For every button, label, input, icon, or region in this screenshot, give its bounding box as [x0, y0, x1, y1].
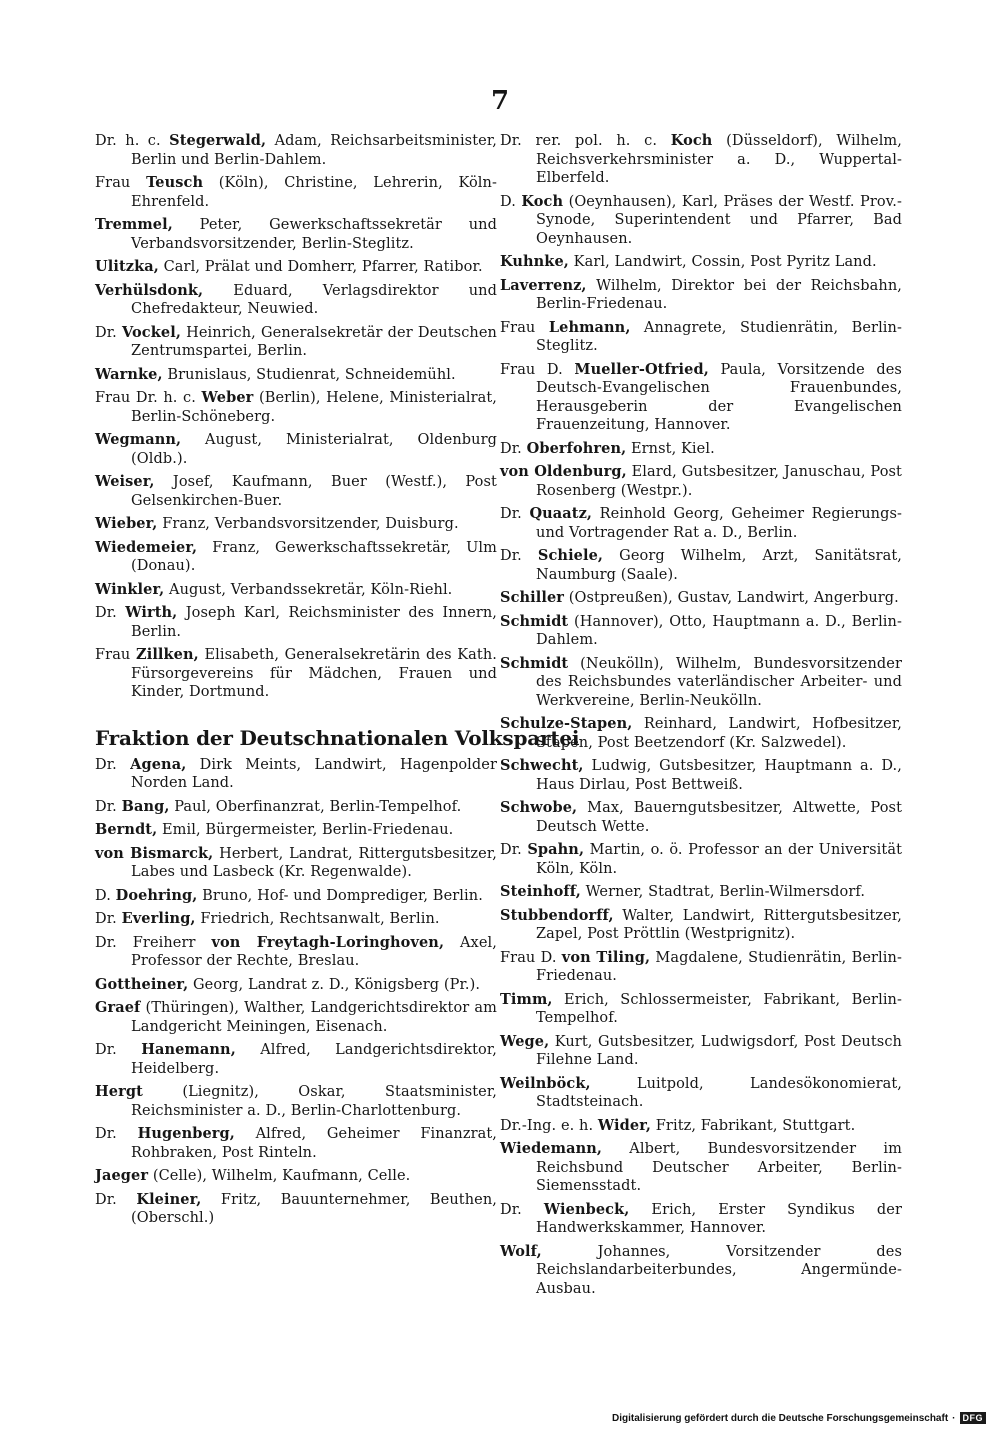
list-item	[500, 589, 902, 608]
entry-name: Schmidt	[500, 612, 569, 630]
list-item	[500, 991, 902, 1028]
entry-name: Lehmann,	[548, 318, 631, 336]
list-item	[500, 613, 902, 650]
entry-details: Friedrich, Rechtsanwalt, Berlin.	[200, 911, 440, 927]
entry-name: Schiller	[500, 589, 565, 606]
entry-name: Winkler,	[95, 580, 165, 598]
list-item	[95, 515, 497, 534]
entry-name: Gottheiner,	[95, 975, 189, 993]
entry-name: Wienbeck,	[543, 1200, 630, 1218]
entry-name: Teusch	[146, 174, 204, 191]
entry-name: Graef	[95, 999, 141, 1016]
entry-details: Elard, Gutsbesitzer, Januschau, Post Rosenberg (Westpr.).	[536, 464, 902, 499]
entry-details: (Düsseldorf), Wilhelm, Reichsverkehrsminister a. D., Wuppertal-Elberfeld.	[536, 133, 902, 186]
entry-details: Alfred, Geheimer Finanzrat, Rohbraken, Post Rinteln.	[131, 1126, 497, 1161]
entry-name: Stubbendorff,	[500, 906, 614, 924]
entry-details: Fritz, Fabrikant, Stuttgart.	[655, 1117, 856, 1134]
entry-details: August, Ministerialrat, Oldenburg (Oldb.).	[131, 432, 497, 467]
entry-name: Wiedemeier,	[95, 538, 198, 556]
entry-name: Jaeger	[95, 1167, 149, 1184]
list-item	[95, 473, 497, 510]
entry-name: Laverrenz,	[500, 276, 587, 294]
entry-name: Oberfohren,	[526, 439, 627, 457]
entry-title-prefix: Dr.	[95, 1191, 117, 1208]
list-item	[95, 976, 497, 995]
list-item	[95, 282, 497, 319]
entry-name: Hugenberg,	[137, 1125, 235, 1142]
entry-details: Martin, o. ö. Professor an der Universität Köln, Köln.	[536, 842, 902, 877]
entry-details: Emil, Bürgermeister, Berlin-Friedenau.	[161, 822, 454, 838]
entry-details: Albert, Bundesvorsitzender im Reichsbund Deutscher Arbeiter, Berlin-Siemensstadt.	[536, 1141, 902, 1194]
entry-details: Adam, Reichsarbeitsminister, Berlin und Berlin-Dahlem.	[131, 133, 497, 168]
entry-name: Weber	[201, 389, 254, 406]
list-item	[500, 1033, 902, 1070]
entry-title-prefix: Dr.	[500, 506, 522, 522]
left-entries-bottom	[95, 756, 497, 1228]
list-item	[500, 949, 902, 986]
entry-title-prefix: Dr.	[500, 842, 522, 858]
entry-details: Josef, Kaufmann, Buer (Westf.), Post Gelsenkirchen-Buer.	[131, 474, 497, 509]
entry-name: Berndt,	[95, 821, 158, 838]
entry-details: Heinrich, Generalsekretär der Deutschen Zentrumspartei, Berlin.	[131, 324, 497, 359]
right-entries	[500, 132, 902, 1298]
list-item	[95, 581, 497, 600]
section-heading: Fraktion der Deutschnationalen Volkspartei	[95, 725, 580, 750]
entry-title-prefix: D.	[95, 887, 111, 904]
list-item	[95, 1125, 497, 1162]
right-column	[500, 132, 902, 1303]
page-number: 7	[490, 86, 510, 116]
entry-title-prefix: Dr.	[500, 548, 522, 564]
entry-name: Doehring,	[115, 886, 198, 904]
entry-details: Georg Wilhelm, Arzt, Sanitätsrat, Naumburg (Saale).	[536, 548, 902, 583]
footer	[612, 1412, 986, 1424]
entry-details: Ernst, Kiel.	[630, 440, 715, 457]
entry-details: Erich, Schlossermeister, Fabrikant, Berlin-Tempelhof.	[536, 991, 902, 1026]
entry-details: Axel, Professor der Rechte, Breslau.	[131, 934, 497, 969]
list-item	[95, 934, 497, 971]
footer-separator: ·	[952, 1412, 956, 1424]
list-item	[95, 539, 497, 576]
entry-title-prefix: Dr.	[500, 1201, 522, 1218]
entry-name: Koch	[670, 132, 713, 149]
entry-name: Wider,	[597, 1116, 652, 1134]
entry-title-prefix: Dr.	[95, 605, 117, 621]
entry-details: Werner, Stadtrat, Berlin-Wilmersdorf.	[585, 884, 866, 900]
entry-name: Mueller-Otfried,	[574, 360, 709, 378]
entry-name: Koch	[521, 192, 564, 210]
entry-name: Wege,	[500, 1032, 550, 1050]
list-item	[95, 1083, 497, 1120]
list-item	[95, 646, 497, 702]
list-item	[500, 907, 902, 944]
entry-title-prefix: Frau	[95, 175, 131, 191]
list-item	[500, 1075, 902, 1112]
entry-details: Joseph Karl, Reichsminister des Innern, Berlin.	[131, 605, 497, 640]
entry-details: Herbert, Landrat, Rittergutsbesitzer, Labes und Lasbeck (Kr. Regenwalde).	[131, 845, 498, 880]
list-item	[500, 799, 902, 836]
list-item	[95, 821, 497, 840]
entry-name: von Oldenburg,	[500, 463, 627, 480]
entry-details: Karl, Landwirt, Cossin, Post Pyritz Land.	[573, 254, 877, 270]
list-item	[500, 193, 902, 249]
entry-name: Verhülsdonk,	[95, 281, 204, 299]
list-item	[95, 1167, 497, 1186]
entry-details: (Celle), Wilhelm, Kaufmann, Celle.	[152, 1168, 411, 1184]
list-item	[500, 1140, 902, 1196]
entry-details: Erich, Erster Syndikus der Handwerkskammer, Hannover.	[536, 1201, 902, 1236]
list-item	[500, 841, 902, 878]
entry-title-prefix: Dr.	[500, 440, 522, 457]
entry-name: Zillken,	[136, 646, 199, 663]
entry-details: Ludwig, Gutsbesitzer, Hauptmann a. D., Haus Dirlau, Post Bettweiß.	[536, 758, 902, 793]
entry-details: Eduard, Verlagsdirektor und Chefredakteur, Neuwied.	[131, 282, 497, 317]
list-item	[95, 174, 497, 211]
entry-name: Wieber,	[95, 515, 158, 532]
entry-name: Wolf,	[500, 1242, 542, 1260]
entry-details: (Oeynhausen), Karl, Präses der Westf. Prov.-Synode, Superintendent und Pfarrer, Bad Oeynhausen.	[536, 193, 902, 247]
list-item	[95, 132, 497, 169]
list-item	[500, 883, 902, 902]
entry-title-prefix: Dr.	[95, 324, 117, 341]
entry-name: Schmidt	[500, 654, 569, 672]
entry-details: Reinhard, Landwirt, Hofbesitzer, Stapen, Post Beetzendorf (Kr. Salzwedel).	[536, 716, 902, 751]
entry-name: Schwecht,	[500, 757, 584, 774]
list-item	[95, 258, 497, 277]
entry-title-prefix: Dr.	[95, 1126, 117, 1142]
list-item	[500, 757, 902, 794]
entry-title-prefix: Dr.	[95, 756, 117, 773]
list-item	[95, 887, 497, 906]
entry-details: Elisabeth, Generalsekretärin des Kath. Fürsorgevereins für Mädchen, Frauen und Kinder, Dortmund.	[131, 647, 497, 700]
list-item	[95, 366, 497, 385]
entry-title-prefix: Dr.	[95, 798, 117, 815]
list-item	[500, 655, 902, 711]
entry-name: Schiele,	[537, 547, 604, 564]
entry-name: Timm,	[500, 990, 553, 1008]
entry-name: Hergt	[95, 1083, 143, 1100]
entry-name: Schulze-Stapen,	[500, 715, 633, 732]
list-item	[500, 505, 902, 542]
entry-name: Hanemann,	[141, 1041, 236, 1058]
list-item	[95, 999, 497, 1036]
dfg-logo: DFG	[960, 1412, 987, 1424]
entry-title-prefix: Dr. h. c.	[95, 133, 161, 149]
entry-title-prefix: Frau	[500, 319, 536, 336]
entry-name: Tremmel,	[95, 216, 173, 233]
entry-name: Weilnböck,	[500, 1074, 591, 1092]
entry-details: (Neukölln), Wilhelm, Bundesvorsitzender des Reichsbundes vaterländischer Arbeiter- und Werkvereine, Berlin-Neukölln.	[536, 655, 902, 709]
entry-name: Kuhnke,	[500, 253, 569, 270]
list-item	[95, 1041, 497, 1078]
list-item	[500, 319, 902, 356]
list-item	[95, 431, 497, 468]
entry-name: von Tiling,	[561, 948, 651, 966]
entry-name: Everling,	[121, 910, 196, 927]
list-item	[95, 216, 497, 253]
entry-title-prefix: Frau D.	[500, 361, 563, 378]
list-item	[500, 1243, 902, 1299]
entry-details: Magdalene, Studienrätin, Berlin-Friedenau.	[536, 949, 902, 984]
entry-title-prefix: Frau Dr. h. c.	[95, 390, 196, 406]
entry-details: (Ostpreußen), Gustav, Landwirt, Angerburg.	[568, 590, 899, 606]
entry-details: Paul, Oberfinanzrat, Berlin-Tempelhof.	[174, 798, 462, 815]
entry-details: Alfred, Landgerichtsdirektor, Heidelberg.	[131, 1042, 497, 1077]
footer-credit: Digitalisierung gefördert durch die Deutsche Forschungsgemeinschaft	[611, 1412, 949, 1424]
entry-title-prefix: D.	[500, 193, 516, 210]
entry-name: Spahn,	[527, 841, 585, 858]
list-item	[500, 463, 902, 500]
entry-details: Reinhold Georg, Geheimer Regierungs- und Vortragender Rat a. D., Berlin.	[536, 506, 902, 541]
entry-name: Wegmann,	[95, 431, 182, 448]
entry-details: Wilhelm, Direktor bei der Reichsbahn, Berlin-Friedenau.	[536, 277, 902, 312]
entry-name: Stegerwald,	[169, 132, 267, 149]
list-item	[500, 1117, 902, 1136]
entry-name: Vockel,	[122, 323, 181, 341]
entry-title-prefix: Dr. Freiherr	[95, 934, 196, 951]
entry-details: (Hannover), Otto, Hauptmann a. D., Berlin-Dahlem.	[536, 613, 902, 648]
entry-details: (Liegnitz), Oskar, Staatsminister, Reichsminister a. D., Berlin-Charlottenburg.	[131, 1084, 497, 1119]
entry-title-prefix: Frau	[95, 647, 131, 663]
list-item	[95, 389, 497, 426]
entry-title-prefix: Dr.	[95, 911, 117, 927]
list-item	[95, 798, 497, 817]
entry-details: Georg, Landrat z. D., Königsberg (Pr.).	[192, 976, 481, 993]
list-item	[500, 715, 902, 752]
list-item	[500, 132, 902, 188]
entry-name: Wirth,	[125, 604, 178, 621]
left-entries-top	[95, 132, 497, 702]
list-item	[500, 440, 902, 459]
list-item	[500, 1201, 902, 1238]
list-item	[500, 253, 902, 272]
entry-name: Weiser,	[95, 473, 155, 490]
list-item	[500, 547, 902, 584]
entry-name: Agena,	[130, 755, 187, 773]
entry-name: von Freytagh-Loringhoven,	[211, 933, 445, 951]
list-item	[95, 324, 497, 361]
entry-title-prefix: Dr.-Ing. e. h.	[500, 1117, 594, 1134]
entry-name: Steinhoff,	[500, 883, 581, 900]
entry-name: Warnke,	[95, 365, 163, 383]
entry-details: Max, Bauerngutsbesitzer, Altwette, Post Deutsch Wette.	[536, 800, 902, 835]
entry-details: Peter, Gewerkschaftssekretär und Verbandsvorsitzender, Berlin-Steglitz.	[131, 217, 497, 252]
entry-name: Ulitzka,	[95, 258, 159, 275]
entry-details: Carl, Prälat und Domherr, Pfarrer, Ratibor.	[163, 259, 483, 275]
entry-details: (Köln), Christine, Lehrerin, Köln-Ehrenfeld.	[131, 175, 497, 210]
entry-name: Quaatz,	[529, 505, 593, 522]
entry-details: Dirk Meints, Landwirt, Hagenpolder Norden Land.	[131, 756, 497, 791]
entry-details: (Berlin), Helene, Ministerialrat, Berlin-Schöneberg.	[131, 390, 498, 425]
entry-name: Bang,	[121, 797, 170, 815]
list-item	[95, 604, 497, 641]
entry-details: Annagrete, Studienrätin, Berlin-Steglitz.	[536, 319, 902, 354]
list-item	[95, 756, 497, 793]
entry-name: Kleiner,	[136, 1190, 202, 1208]
entry-details: Fritz, Bauunternehmer, Beuthen, (Oberschl.)	[131, 1191, 497, 1226]
entry-title-prefix: Frau D.	[500, 949, 557, 966]
entry-name: Wiedemann,	[500, 1140, 602, 1157]
entry-details: Brunislaus, Studienrat, Schneidemühl.	[167, 366, 456, 383]
list-item	[95, 1191, 497, 1228]
entry-details: Paula, Vorsitzende des Deutsch-Evangelischen Frauenbundes, Herausgeberin der Evangelischen Frauenzeitung, Hannover.	[536, 361, 902, 433]
entry-title-prefix: Dr. rer. pol. h. c.	[500, 133, 658, 149]
list-item	[95, 845, 497, 882]
list-item	[95, 910, 497, 929]
list-item	[500, 361, 902, 435]
entry-name: von Bismarck,	[95, 844, 214, 862]
entry-title-prefix: Dr.	[95, 1042, 117, 1058]
entry-details: Johannes, Vorsitzender des Reichslandarbeiterbundes, Angermünde-Ausbau.	[536, 1243, 902, 1297]
entry-details: Kurt, Gutsbesitzer, Ludwigsdorf, Post Deutsch Filehne Land.	[536, 1033, 902, 1068]
entry-details: Franz, Verbandsvorsitzender, Duisburg.	[162, 516, 459, 532]
entry-name: Schwobe,	[500, 799, 578, 816]
entry-details: August, Verbandssekretär, Köln-Riehl.	[169, 581, 453, 598]
entry-details: Bruno, Hof- und Domprediger, Berlin.	[202, 887, 483, 904]
entry-details: (Thüringen), Walther, Landgerichtsdirektor am Landgericht Meiningen, Eisenach.	[131, 1000, 497, 1035]
list-item	[500, 277, 902, 314]
entry-details: Franz, Gewerkschaftssekretär, Ulm (Donau).	[131, 539, 497, 574]
entry-details: Luitpold, Landesökonomierat, Stadtsteinach.	[536, 1075, 902, 1110]
entry-details: Walter, Landwirt, Rittergutsbesitzer, Zapel, Post Pröttlin (Westprignitz).	[536, 907, 902, 942]
